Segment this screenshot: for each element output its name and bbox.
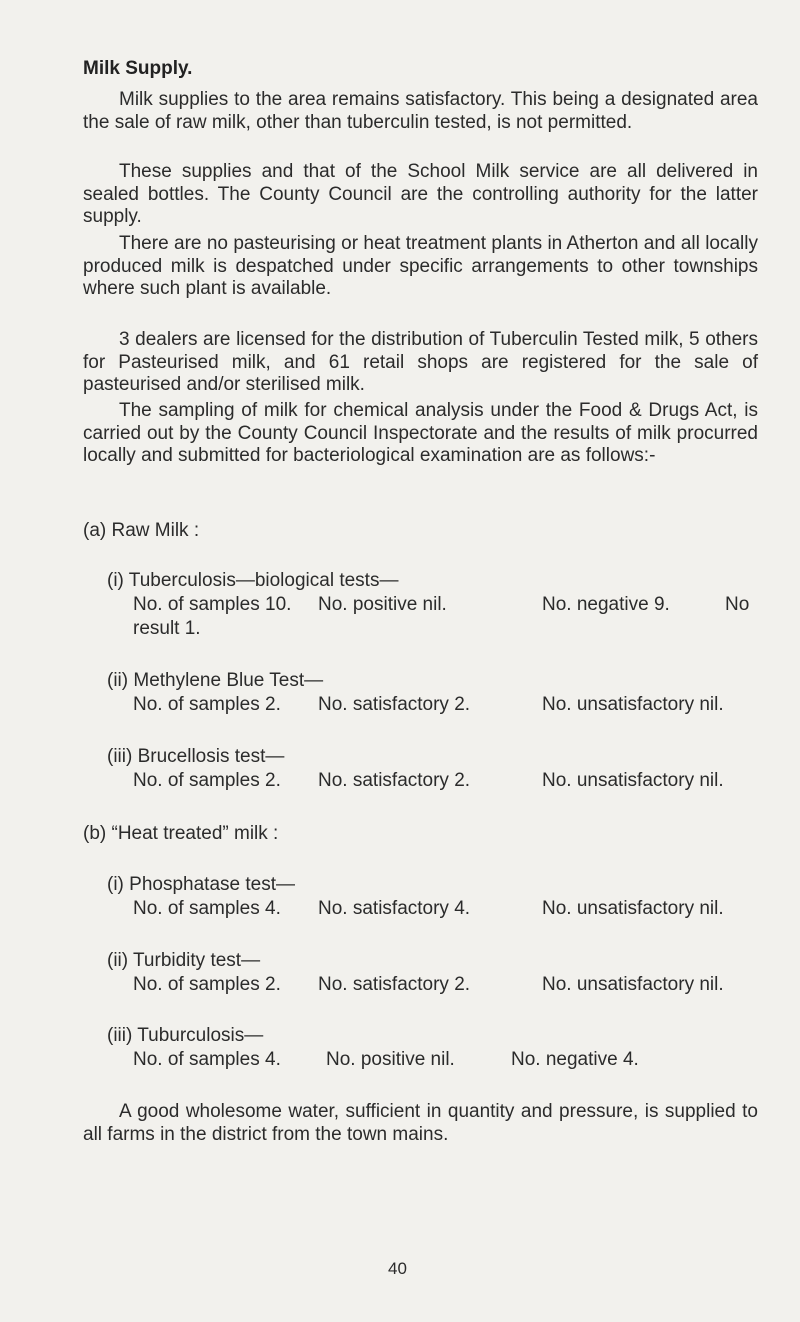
satisfactory-count: No. satisfactory 2. (318, 974, 471, 995)
paragraph-dealers: 3 dealers are licensed for the distribution of Tuberculin Tested milk, 5 others for Pasteurised milk, and 61 retail shops are registered for the sale of pasteurised and/or sterilised milk. (83, 329, 758, 395)
samples-count: No. of samples 4. (133, 1049, 281, 1070)
no-result-prefix: No (725, 594, 750, 615)
unsatisfactory-count: No. unsatisfactory nil. (542, 770, 724, 791)
methylene-blue-test-title: (ii) Methylene Blue Test— (107, 670, 324, 691)
brucellosis-test-results (0, 770, 800, 794)
methylene-blue-test-results (0, 694, 800, 718)
tuburculosis-test-title: (iii) Tuburculosis— (107, 1025, 264, 1046)
samples-count: No. of samples 2. (133, 770, 281, 791)
satisfactory-count: No. satisfactory 2. (318, 694, 471, 715)
samples-count: No. of samples 2. (133, 694, 281, 715)
paragraph-sealed-bottles: These supplies and that of the School Milk service are all delivered in sealed bottles. The County Council are the controlling authority for the latter supply. (83, 161, 758, 227)
no-result-count: result 1. (133, 618, 201, 639)
turbidity-test-results (0, 974, 800, 998)
turbidity-test-title: (ii) Turbidity test— (107, 950, 261, 971)
satisfactory-count: No. satisfactory 4. (318, 898, 471, 919)
tuburculosis-test-results (0, 1049, 800, 1073)
unsatisfactory-count: No. unsatisfactory nil. (542, 898, 724, 919)
negative-count: No. negative 4. (511, 1049, 639, 1070)
paragraph-water-supply: A good wholesome water, sufficient in quantity and pressure, is supplied to all farms in the district from the town mains. (83, 1101, 758, 1145)
heat-treated-label: (b) “Heat treated” milk : (83, 823, 279, 844)
paragraph-pasteurising-plants: There are no pasteurising or heat treatment plants in Atherton and all locally produced milk is despatched under specific arrangements to other townships where such plant is available. (83, 233, 758, 299)
unsatisfactory-count: No. unsatisfactory nil. (542, 694, 724, 715)
samples-count: No. of samples 4. (133, 898, 281, 919)
raw-milk-label: (a) Raw Milk : (83, 520, 200, 541)
samples-count: No. of samples 10. (133, 594, 292, 615)
paragraph-sampling: The sampling of milk for chemical analysis under the Food & Drugs Act, is carried out by the County Council Inspectorate and the results of milk procurred locally and submitted for bacteriological examination are as follows:- (83, 400, 758, 466)
satisfactory-count: No. satisfactory 2. (318, 770, 471, 791)
tuberculosis-test-results (0, 594, 800, 618)
paragraph-raw-milk-rules: Milk supplies to the area remains satisfactory. This being a designated area the sale of raw milk, other than tuberculin tested, is not permitted. (83, 89, 758, 133)
page-number: 40 (388, 1259, 407, 1278)
negative-count: No. negative 9. (542, 594, 670, 615)
phosphatase-test-title: (i) Phosphatase test— (107, 874, 295, 895)
section-heading: Milk Supply. (83, 58, 193, 79)
unsatisfactory-count: No. unsatisfactory nil. (542, 974, 724, 995)
tuberculosis-test-title: (i) Tuberculosis—biological tests— (107, 570, 399, 591)
positive-count: No. positive nil. (326, 1049, 455, 1070)
samples-count: No. of samples 2. (133, 974, 281, 995)
phosphatase-test-results (0, 898, 800, 922)
positive-count: No. positive nil. (318, 594, 447, 615)
brucellosis-test-title: (iii) Brucellosis test— (107, 746, 285, 767)
